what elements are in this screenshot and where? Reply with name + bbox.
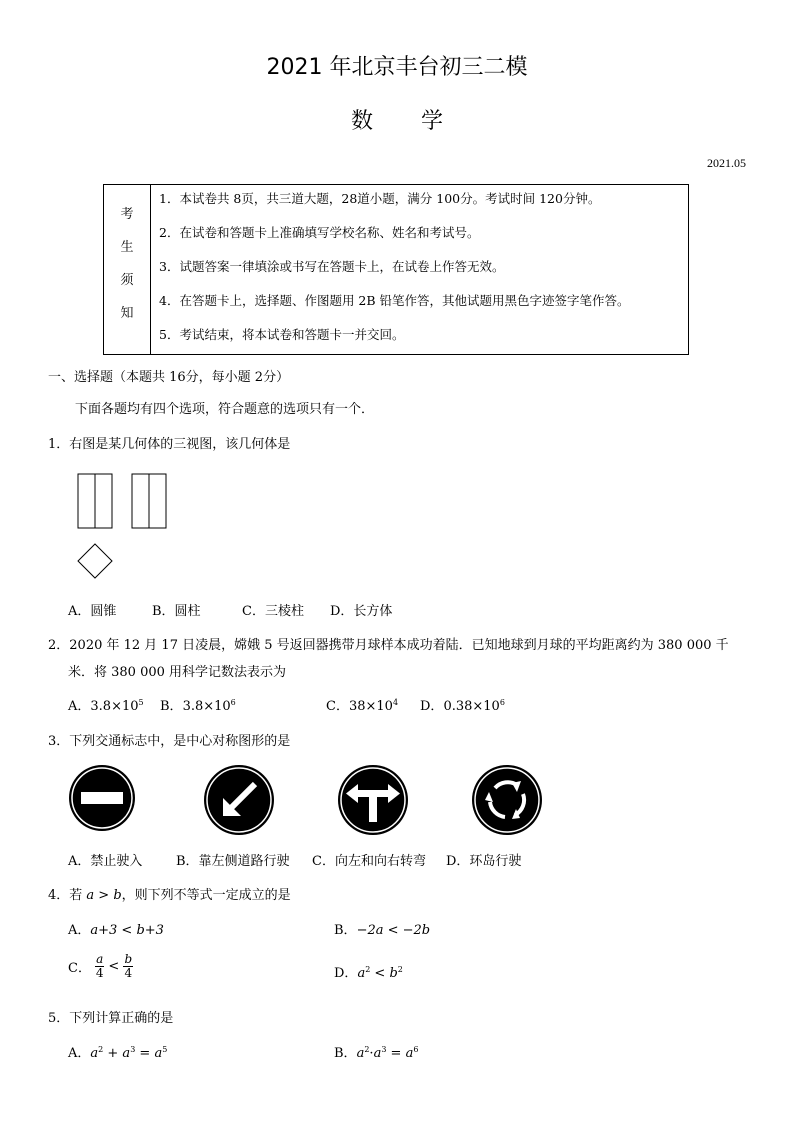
q4-option-b: B．−2a < −2b (334, 923, 431, 938)
notice-item: 2．在试卷和答题卡上准确填写学校名称、姓名和考试号。 (159, 225, 480, 240)
exam-date: 2021.05 (707, 156, 746, 170)
notice-label-char: 考 (120, 207, 134, 222)
q5-option-a: A．$a^2 + a^3 = a^5$ (68, 1045, 168, 1061)
notice-label-char: 生 (120, 240, 134, 255)
notice-label-char: 知 (120, 306, 134, 321)
roundabout-sign-icon (471, 764, 543, 836)
q4-option-c: C． $\frac{a}{4}$ < $\frac{b}{4}$ (68, 952, 133, 980)
q1-stem: 1．右图是某几何体的三视图，该几何体是 (48, 437, 291, 452)
notice-label-char: 须 (120, 273, 134, 288)
q1-option-a: A．圆锥 (68, 604, 117, 619)
q2-stem-line1: 2．2020 年 12 月 17 日凌晨，嫦娥 5 号返回器携带月球样本成功着陆．已知地球到月球的平均距离约为 380 000 千 (48, 638, 729, 653)
q3-option-c: C．向左和向右转弯 (312, 854, 426, 869)
q3-option-b: B．靠左侧道路行驶 (176, 854, 290, 869)
section-heading: 一、选择题（本题共 16分，每小题 2分） (48, 370, 290, 385)
exam-notice-box (103, 184, 689, 355)
q2-option-a: A．$3.8\times 10^5$ (68, 698, 144, 714)
notice-label-column (104, 185, 151, 354)
notice-item: 5．考试结束，将本试卷和答题卡一并交回。 (159, 327, 405, 342)
paper-title: 2021 年北京丰台初三二模 (266, 55, 528, 80)
keep-left-sign-icon (203, 764, 275, 836)
three-view-drawing (70, 468, 180, 583)
notice-item: 3．试题答案一律填涂或书写在答题卡上，在试卷上作答无效。 (159, 259, 505, 274)
q5-option-b: B．$a^2\cdot a^3 = a^6$ (334, 1045, 419, 1061)
notice-item: 1．本试卷共 8页，共三道大题，28道小题，满分 100分。考试时间 120分钟。 (159, 191, 601, 206)
q5-stem: 5．下列计算正确的是 (48, 1011, 174, 1026)
q1-option-b: B．圆柱 (152, 604, 201, 619)
q4-option-d: D．$a^2 < b^2$ (334, 965, 403, 981)
q3-stem: 3．下列交通标志中，是中心对称图形的是 (48, 734, 291, 749)
q4-stem: 4．若 a > b，则下列不等式一定成立的是 (48, 888, 291, 903)
q1-option-d: D．长方体 (330, 604, 393, 619)
subject-title: 数学 (350, 109, 491, 134)
q3-option-d: D．环岛行驶 (446, 854, 522, 869)
q1-option-c: C．三棱柱 (242, 604, 304, 619)
turn-left-right-sign-icon (337, 764, 409, 836)
q2-option-d: D．$0.38\times 10^6$ (420, 698, 505, 714)
section-intro: 下面各题均有四个选项，符合题意的选项只有一个． (75, 402, 375, 417)
q2-stem-line2: 米．将 380 000 用科学记数法表示为 (68, 665, 287, 680)
q3-option-a: A．禁止驶入 (68, 854, 143, 869)
q2-option-c: C．$38\times 10^4$ (326, 698, 399, 714)
no-entry-sign-icon (68, 764, 136, 832)
notice-item: 4．在答题卡上，选择题、作图题用 2B 铅笔作答，其他试题用黑色字迹签字笔作答。 (159, 293, 630, 308)
q4-option-a: A．a+3 < b+3 (68, 923, 164, 938)
q2-option-b: B．$3.8\times 10^6$ (160, 698, 236, 714)
